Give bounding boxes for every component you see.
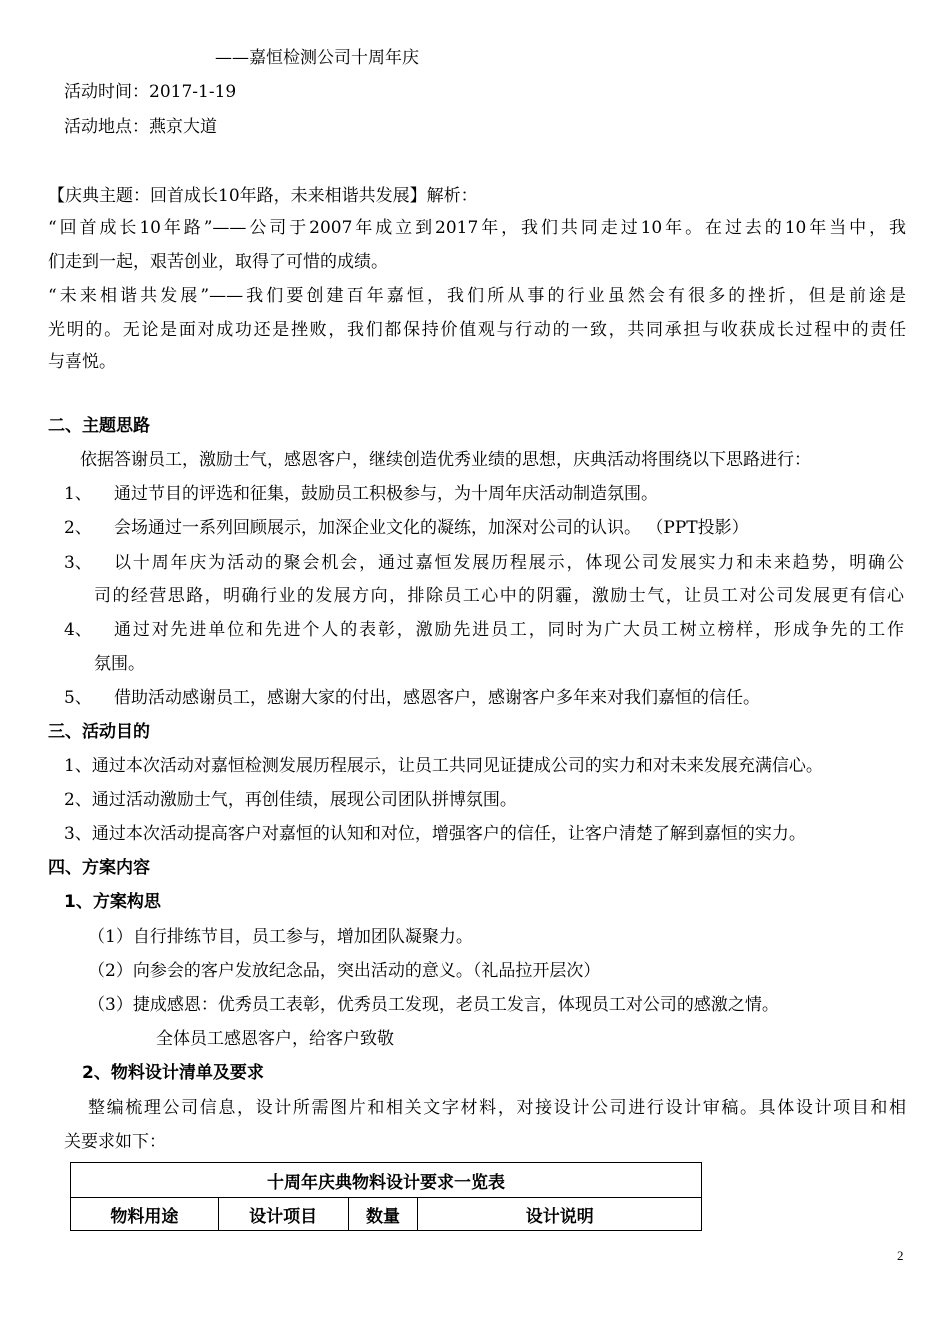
list-item-text: 会场通过一系列回顾展示，加深企业文化的凝练，加深对公司的认识。 （PPT投影） [114,518,749,538]
section-4-heading: 四、方案内容 [48,858,150,878]
column-header: 设计说明 [418,1198,702,1231]
list-item: （2）向参会的客户发放纪念品，突出活动的意义。（礼品拉开层次） [88,961,601,981]
subtitle: ——嘉恒检测公司十周年庆 [215,48,419,68]
column-header: 物料用途 [71,1198,219,1231]
page-number: 2 [897,1248,904,1263]
list-item: 1、通过本次活动对嘉恒检测发展历程展示，让员工共同见证捷成公司的实力和对未来发展充满信心。 [64,756,823,776]
column-header: 设计项目 [218,1198,348,1231]
section-3-heading: 三、活动目的 [48,722,150,742]
list-item-text: 通过对先进单位和先进个人的表彰，激励先进员工，同时为广大员工树立榜样，形成争先的工作 [114,620,904,640]
list-item-number: 5、 [64,688,92,708]
subsection-2-text-line-1: 整编梳理公司信息，设计所需图片和相关文字材料，对接设计公司进行设计审稿。具体设计项目和相 [88,1098,906,1118]
subsection-heading-1: 1、方案构思 [64,892,161,912]
materials-table [70,1162,702,1231]
list-item: （3）捷成感恩：优秀员工表彰，优秀员工发现，老员工发言，体现员工对公司的感激之情。 [88,995,779,1015]
list-item: （1）自行排练节目，员工参与，增加团队凝聚力。 [88,927,473,947]
list-item-text: 以十周年庆为活动的聚会机会，通过嘉恒发展历程展示，体现公司发展实力和未来趋势，明确公 [114,553,904,573]
activity-place: 活动地点：燕京大道 [64,117,217,137]
list-item-text-continued: 氛围。 [94,654,145,674]
theme-paragraph-1-line-2: 们走到一起，艰苦创业，取得了可惜的成绩。 [48,252,388,272]
subsection-2-text-line-2: 关要求如下： [64,1132,166,1152]
theme-paragraph-1-line-1: “回首成长10年路”——公司于2007年成立到2017年，我们共同走过10年。在过去的10年当中，我 [48,218,906,238]
list-item-number: 3、 [64,553,92,573]
list-item-continued: 全体员工感恩客户，给客户致敬 [156,1029,394,1049]
table-header-row [71,1198,702,1231]
section-2-intro: 依据答谢员工，激励士气，感恩客户，继续创造优秀业绩的思想，庆典活动将围绕以下思路进行： [80,450,811,470]
theme-paragraph-2-line-1: “未来相谐共发展”——我们要创建百年嘉恒，我们所从事的行业虽然会有很多的挫折，但是前途是 [48,286,906,306]
table-title-row [71,1163,702,1198]
list-item-number: 1、 [64,484,92,504]
column-header: 数量 [348,1198,418,1231]
theme-heading: 【庆典主题：回首成长10年路，未来相谐共发展】解析： [48,186,478,206]
list-item: 3、通过本次活动提高客户对嘉恒的认知和对位，增强客户的信任，让客户清楚了解到嘉恒的实力。 [64,824,806,844]
list-item-text-continued: 司的经营思路，明确行业的发展方向，排除员工心中的阴霾，激励士气，让员工对公司发展更有信心 [94,586,904,606]
theme-paragraph-2-line-2: 光明的。无论是面对成功还是挫败，我们都保持价值观与行动的一致，共同承担与收获成长过程中的责任 [48,320,906,340]
table-title: 十周年庆典物料设计要求一览表 [71,1163,702,1198]
list-item-number: 2、 [64,518,92,538]
section-2-heading: 二、主题思路 [48,416,150,436]
list-item-text: 通过节目的评选和征集，鼓励员工积极参与，为十周年庆活动制造氛围。 [114,484,658,504]
subsection-heading-2: 2、物料设计清单及要求 [82,1063,264,1083]
theme-paragraph-2-line-3: 与喜悦。 [48,352,116,372]
list-item: 2、通过活动激励士气，再创佳绩，展现公司团队拼博氛围。 [64,790,517,810]
list-item-number: 4、 [64,620,92,640]
activity-time: 活动时间：2017-1-19 [64,82,237,102]
list-item-text: 借助活动感谢员工，感谢大家的付出，感恩客户，感谢客户多年来对我们嘉恒的信任。 [114,688,760,708]
